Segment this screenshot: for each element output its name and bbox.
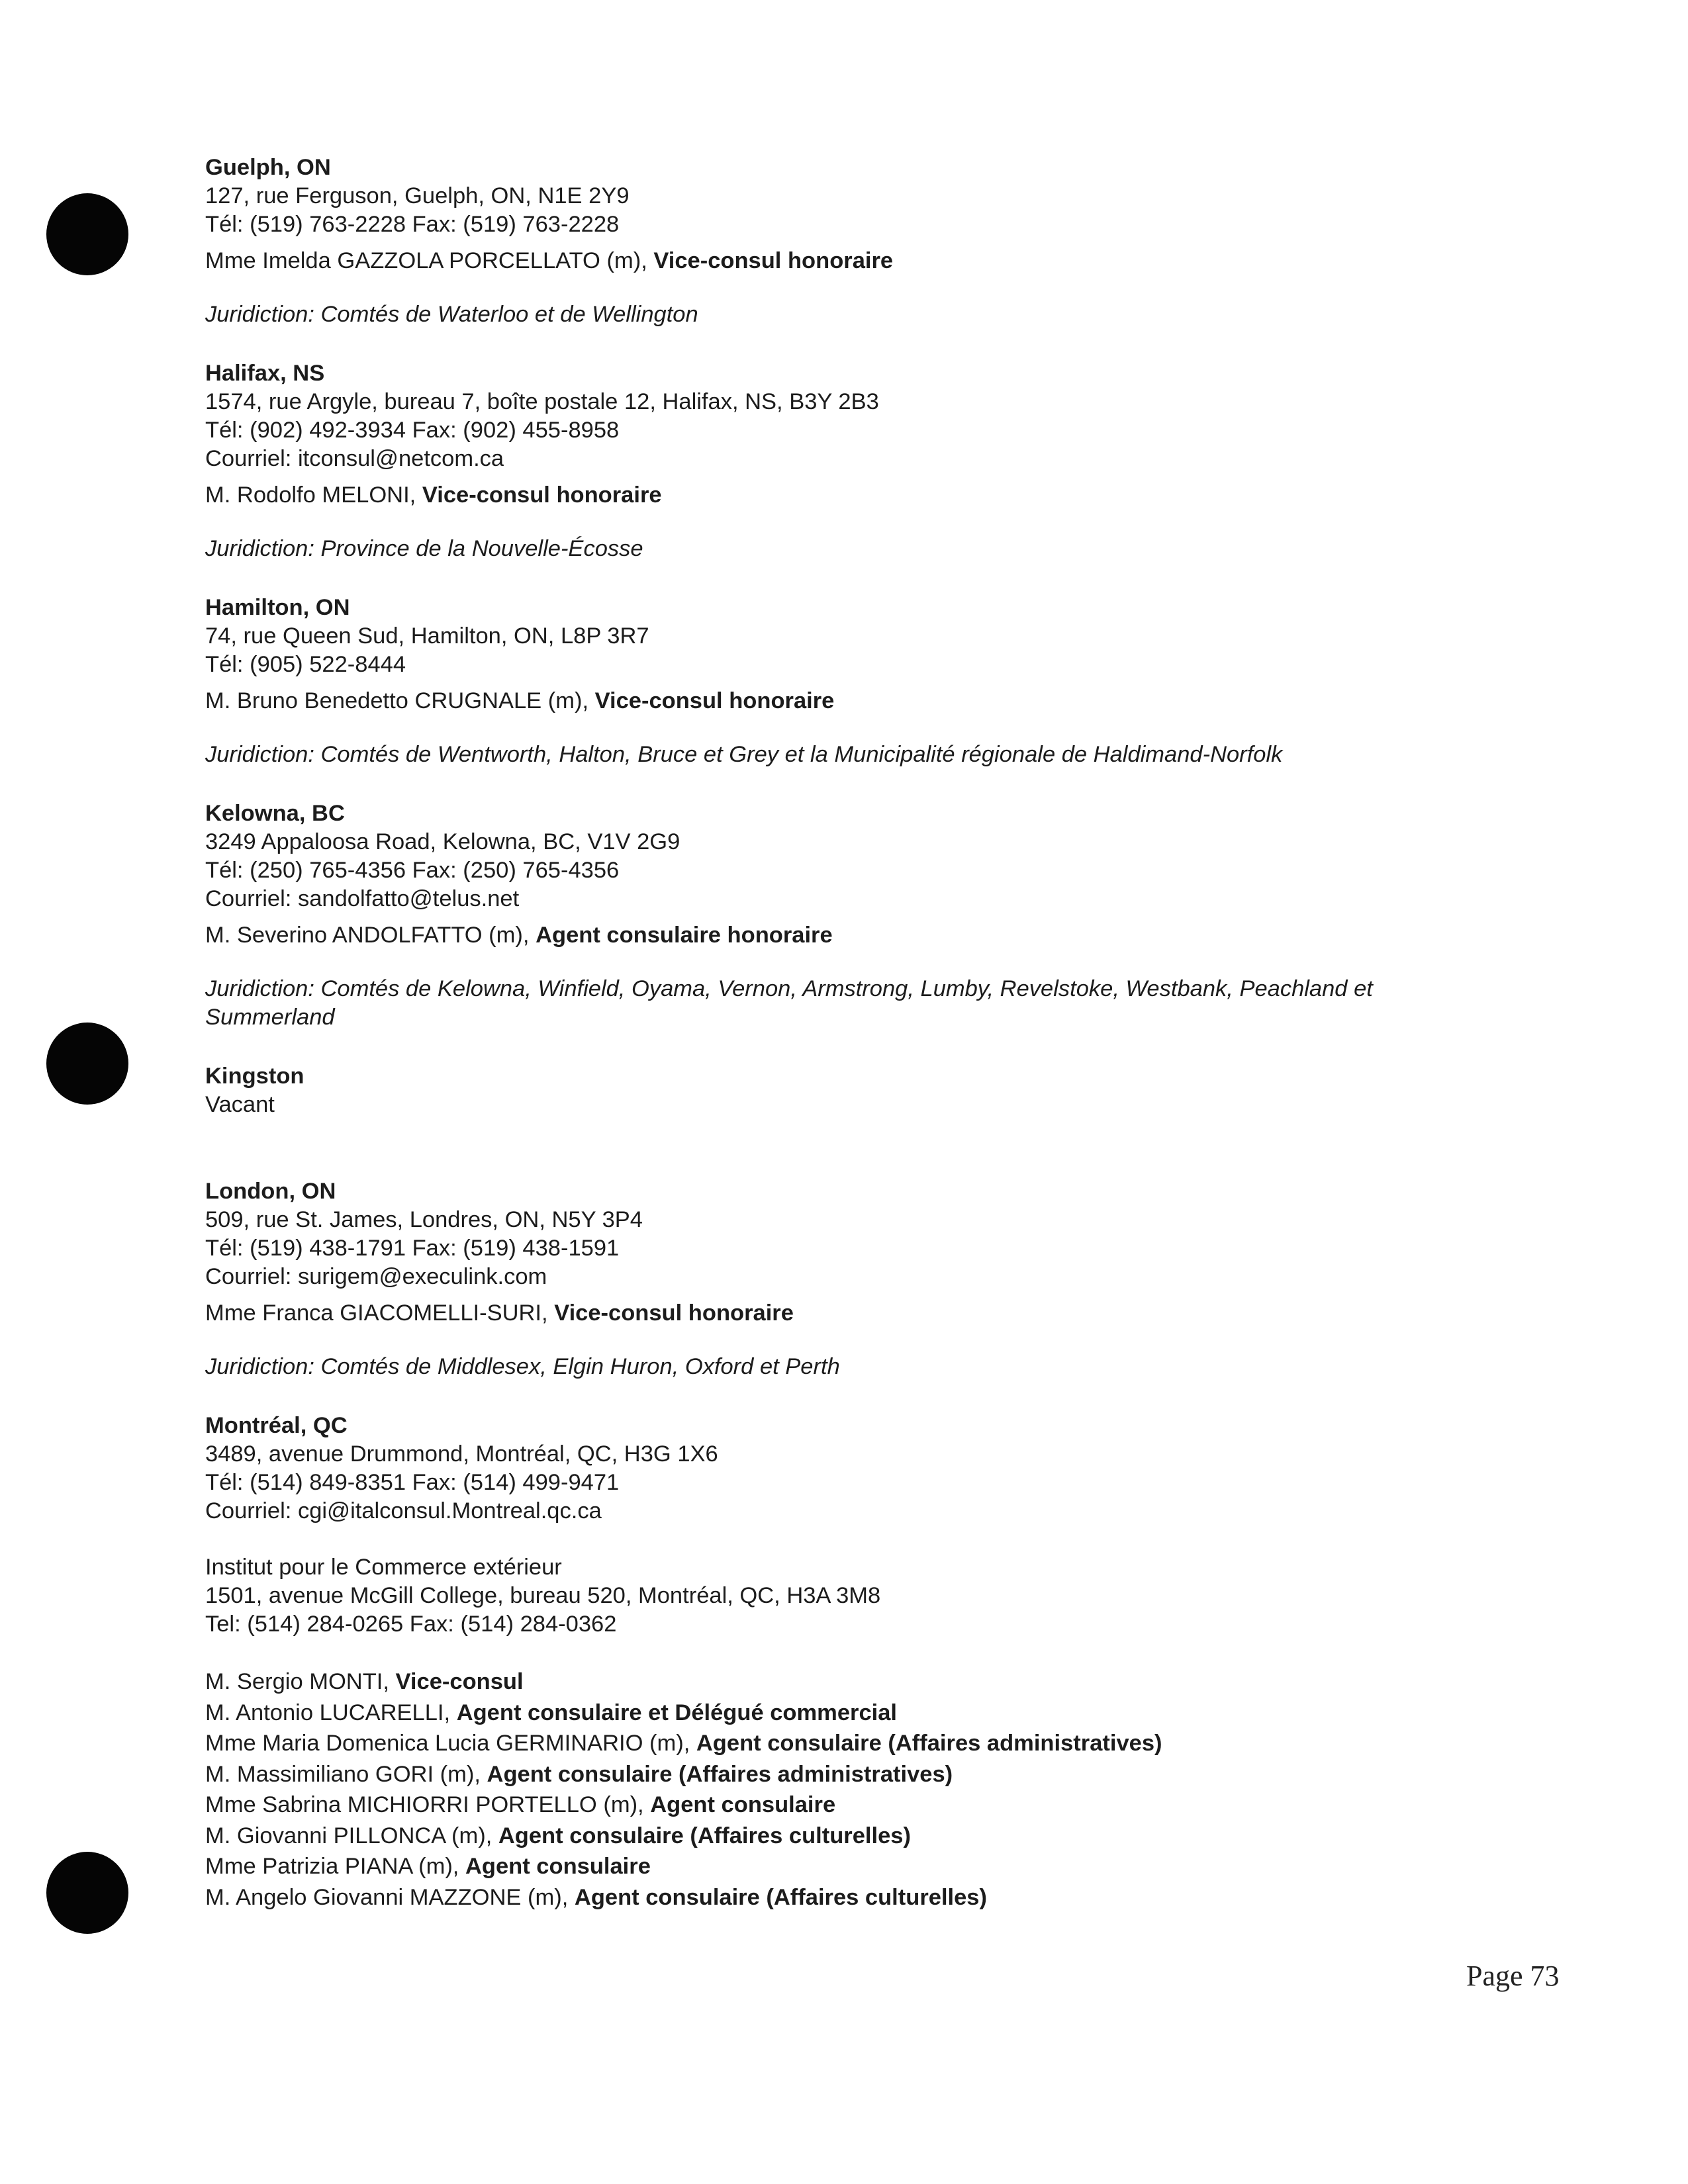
- person-title: Agent consulaire et Délégué commercial: [456, 1700, 897, 1725]
- person-name: Mme Sabrina MICHIORRI PORTELLO (m),: [205, 1792, 651, 1817]
- institute-address: 1501, avenue McGill College, bureau 520, Montréal, QC, H3A 3M8: [205, 1583, 881, 1608]
- phone-line: Tél: (905) 522-8444: [205, 652, 406, 677]
- person-name: M. Angelo Giovanni MAZZONE (m),: [205, 1884, 575, 1910]
- person-name: M. Giovanni PILLONCA (m),: [205, 1823, 498, 1848]
- person-title: Agent consulaire: [650, 1792, 836, 1817]
- person-name: Mme Maria Domenica Lucia GERMINARIO (m),: [205, 1731, 696, 1756]
- city-heading: Kingston: [205, 1064, 305, 1089]
- person-title: Agent consulaire (Affaires culturelles): [498, 1823, 911, 1848]
- contact-person: [205, 921, 1556, 950]
- address-line: 1574, rue Argyle, bureau 7, boîte postale 12, Halifax, NS, B3Y 2B3: [205, 389, 879, 414]
- person-name: M. Rodolfo MELONI,: [205, 482, 422, 508]
- directory-entry: [205, 799, 1556, 1032]
- directory-entry: [205, 154, 1556, 329]
- address-line: 74, rue Queen Sud, Hamilton, ON, L8P 3R7: [205, 623, 649, 649]
- person-name: Mme Franca GIACOMELLI-SURI,: [205, 1300, 555, 1326]
- phone-line: Tél: (902) 492-3934 Fax: (902) 455-8958: [205, 418, 620, 443]
- person-name: M. Sergio MONTI,: [205, 1669, 396, 1694]
- city-heading: Hamilton, ON: [205, 595, 350, 620]
- city-heading: Kelowna, BC: [205, 801, 345, 826]
- phone-line: Tél: (519) 438-1791 Fax: (519) 438-1591: [205, 1236, 620, 1261]
- email-line: Courriel: surigem@execulink.com: [205, 1264, 547, 1289]
- city-heading: Halifax, NS: [205, 361, 325, 386]
- person-name: Mme Patrizia PIANA (m),: [205, 1854, 465, 1879]
- person-title: Agent consulaire (Affaires administratives): [696, 1731, 1162, 1756]
- person-title: Vice-consul honoraire: [554, 1300, 794, 1326]
- contact-person: [205, 1299, 1556, 1328]
- city-heading: Montréal, QC: [205, 1413, 348, 1438]
- binder-hole: [46, 193, 128, 275]
- directory-entry: [205, 1062, 1556, 1119]
- email-line: Courriel: cgi@italconsul.Montreal.qc.ca: [205, 1498, 602, 1524]
- person-name: M. Antonio LUCARELLI,: [205, 1700, 457, 1725]
- person-name: M. Massimiliano GORI (m),: [205, 1761, 487, 1787]
- phone-line: Tél: (250) 765-4356 Fax: (250) 765-4356: [205, 858, 620, 883]
- institute-name: Institut pour le Commerce extérieur: [205, 1555, 562, 1580]
- binder-hole: [46, 1023, 128, 1105]
- address-line: 509, rue St. James, Londres, ON, N5Y 3P4: [205, 1207, 643, 1232]
- address-line: 3489, avenue Drummond, Montréal, QC, H3G 1X6: [205, 1441, 718, 1467]
- person-title: Vice-consul: [395, 1669, 524, 1694]
- city-heading: London, ON: [205, 1179, 336, 1204]
- person-title: Agent consulaire (Affaires culturelles): [574, 1884, 987, 1910]
- person-title: Vice-consul honoraire: [422, 482, 662, 508]
- person-title: Agent consulaire (Affaires administratives): [487, 1761, 953, 1787]
- phone-line: Tél: (519) 763-2228 Fax: (519) 763-2228: [205, 212, 620, 237]
- binder-hole: [46, 1852, 128, 1934]
- jurisdiction: Juridiction: Comtés de Wentworth, Halton, Bruce et Grey et la Municipalité régionale de Haldimand-Norfolk: [205, 742, 1283, 767]
- jurisdiction: Juridiction: Comtés de Waterloo et de Wellington: [205, 302, 698, 327]
- phone-line: Tél: (514) 849-8351 Fax: (514) 499-9471: [205, 1470, 620, 1495]
- jurisdiction: Juridiction: Comtés de Kelowna, Winfield, Oyama, Vernon, Armstrong, Lumby, Revelstoke, Westbank, Peachland et Summerland: [205, 976, 1373, 1030]
- address-line: 3249 Appaloosa Road, Kelowna, BC, V1V 2G9: [205, 829, 680, 854]
- staff-member: [205, 1882, 1556, 1913]
- staff-member: [205, 1790, 1556, 1821]
- institute-phone: Tel: (514) 284-0265 Fax: (514) 284-0362: [205, 1612, 617, 1637]
- jurisdiction: Juridiction: Province de la Nouvelle-Écosse: [205, 536, 643, 561]
- staff-member: [205, 1821, 1556, 1852]
- email-line: Courriel: itconsul@netcom.ca: [205, 446, 504, 471]
- contact-person: [205, 247, 1556, 275]
- person-title: Vice-consul honoraire: [653, 248, 894, 273]
- directory-entry: [205, 1177, 1556, 1381]
- person-title: Agent consulaire: [465, 1854, 651, 1879]
- email-line: Courriel: sandolfatto@telus.net: [205, 886, 520, 911]
- staff-member: [205, 1759, 1556, 1790]
- staff-member: [205, 1851, 1556, 1882]
- city-heading: Guelph, ON: [205, 155, 331, 180]
- person-name: M. Severino ANDOLFATTO (m),: [205, 923, 536, 948]
- staff-list: [205, 1666, 1556, 1913]
- directory-entry: [205, 594, 1556, 769]
- contact-person: [205, 481, 1556, 510]
- person-name: M. Bruno Benedetto CRUGNALE (m),: [205, 688, 595, 713]
- directory-entry: [205, 359, 1556, 563]
- person-name: Mme Imelda GAZZOLA PORCELLATO (m),: [205, 248, 654, 273]
- address-line: 127, rue Ferguson, Guelph, ON, N1E 2Y9: [205, 183, 630, 208]
- staff-member: [205, 1698, 1556, 1729]
- person-title: Vice-consul honoraire: [594, 688, 835, 713]
- jurisdiction: Juridiction: Comtés de Middlesex, Elgin Huron, Oxford et Perth: [205, 1354, 840, 1379]
- staff-member: [205, 1666, 1556, 1698]
- directory-entry-montreal: [205, 1412, 1556, 1913]
- status-line: Vacant: [205, 1092, 275, 1117]
- contact-person: [205, 687, 1556, 715]
- staff-member: [205, 1728, 1556, 1759]
- directory-content: [205, 154, 1556, 1913]
- person-title: Agent consulaire honoraire: [536, 923, 833, 948]
- page-number: Page 73: [1466, 1960, 1560, 1992]
